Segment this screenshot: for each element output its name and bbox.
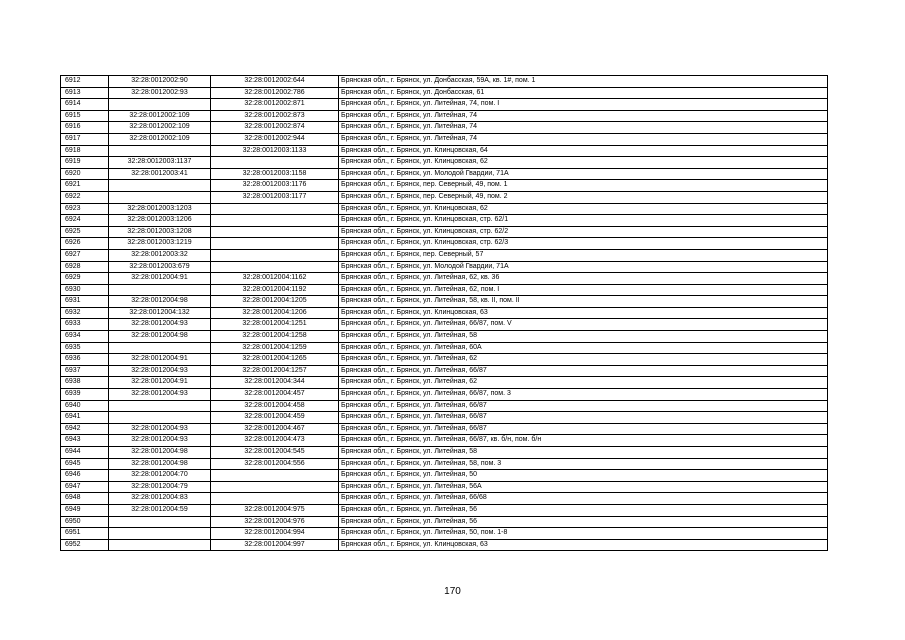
table-row xyxy=(61,435,828,447)
object-cadastral-number-cell: 32:28:0012004:457 xyxy=(211,389,339,401)
table-row xyxy=(61,157,828,169)
object-cadastral-number-cell xyxy=(211,226,339,238)
land-cadastral-number-cell: 32:28:0012004:98 xyxy=(109,296,211,308)
row-number-cell: 6937 xyxy=(61,365,109,377)
object-cadastral-number-cell: 32:28:0012004:997 xyxy=(211,539,339,551)
table-row xyxy=(61,296,828,308)
land-cadastral-number-cell: 32:28:0012004:98 xyxy=(109,331,211,343)
table-row xyxy=(61,447,828,459)
land-cadastral-number-cell: 32:28:0012002:109 xyxy=(109,122,211,134)
address-cell: Брянская обл., г. Брянск, ул. Клинцовская, 64 xyxy=(339,145,828,157)
row-number-cell: 6924 xyxy=(61,215,109,227)
row-number-cell: 6941 xyxy=(61,412,109,424)
address-cell: Брянская обл., г. Брянск, ул. Литейная, 50, пом. 1-8 xyxy=(339,528,828,540)
address-cell: Брянская обл., г. Брянск, ул. Литейная, 62, кв. 36 xyxy=(339,273,828,285)
address-cell: Брянская обл., г. Брянск, ул. Клинцовская, стр. 62/3 xyxy=(339,238,828,250)
table-row xyxy=(61,423,828,435)
row-number-cell: 6943 xyxy=(61,435,109,447)
address-cell: Брянская обл., г. Брянск, ул. Литейная, 56 xyxy=(339,516,828,528)
table-row xyxy=(61,307,828,319)
row-number-cell: 6935 xyxy=(61,342,109,354)
address-cell: Брянская обл., г. Брянск, ул. Донбасская, 59А, кв. 1#, пом. 1 xyxy=(339,76,828,88)
object-cadastral-number-cell: 32:28:0012004:458 xyxy=(211,400,339,412)
land-cadastral-number-cell: 32:28:0012004:93 xyxy=(109,389,211,401)
row-number-cell: 6929 xyxy=(61,273,109,285)
address-cell: Брянская обл., г. Брянск, ул. Литейная, 74, пом. I xyxy=(339,99,828,111)
row-number-cell: 6914 xyxy=(61,99,109,111)
address-cell: Брянская обл., г. Брянск, ул. Донбасская, 61 xyxy=(339,87,828,99)
land-cadastral-number-cell: 32:28:0012004:79 xyxy=(109,481,211,493)
row-number-cell: 6949 xyxy=(61,504,109,516)
table-row xyxy=(61,99,828,111)
table-row xyxy=(61,122,828,134)
row-number-cell: 6946 xyxy=(61,470,109,482)
land-cadastral-number-cell xyxy=(109,342,211,354)
object-cadastral-number-cell: 32:28:0012004:556 xyxy=(211,458,339,470)
object-cadastral-number-cell xyxy=(211,238,339,250)
object-cadastral-number-cell: 32:28:0012002:871 xyxy=(211,99,339,111)
object-cadastral-number-cell xyxy=(211,203,339,215)
row-number-cell: 6915 xyxy=(61,110,109,122)
land-cadastral-number-cell: 32:28:0012004:91 xyxy=(109,273,211,285)
address-cell: Брянская обл., г. Брянск, ул. Литейная, 74 xyxy=(339,133,828,145)
object-cadastral-number-cell: 32:28:0012004:473 xyxy=(211,435,339,447)
table-row xyxy=(61,238,828,250)
row-number-cell: 6921 xyxy=(61,180,109,192)
land-cadastral-number-cell: 32:28:0012004:93 xyxy=(109,319,211,331)
land-cadastral-number-cell: 32:28:0012003:41 xyxy=(109,168,211,180)
address-cell: Брянская обл., г. Брянск, ул. Литейная, 66/87, пом. 3 xyxy=(339,389,828,401)
table-row xyxy=(61,516,828,528)
address-cell: Брянская обл., г. Брянск, ул. Литейная, 66/87 xyxy=(339,423,828,435)
object-cadastral-number-cell: 32:28:0012004:467 xyxy=(211,423,339,435)
object-cadastral-number-cell xyxy=(211,249,339,261)
table-row xyxy=(61,365,828,377)
object-cadastral-number-cell: 32:28:0012004:1206 xyxy=(211,307,339,319)
table-row xyxy=(61,377,828,389)
table-row xyxy=(61,481,828,493)
table-row xyxy=(61,458,828,470)
table-row xyxy=(61,191,828,203)
row-number-cell: 6938 xyxy=(61,377,109,389)
row-number-cell: 6931 xyxy=(61,296,109,308)
address-cell: Брянская обл., г. Брянск, ул. Литейная, 66/87, пом. V xyxy=(339,319,828,331)
address-cell: Брянская обл., г. Брянск, ул. Литейная, 60А xyxy=(339,342,828,354)
object-cadastral-number-cell: 32:28:0012002:873 xyxy=(211,110,339,122)
table-row xyxy=(61,284,828,296)
land-cadastral-number-cell: 32:28:0012003:1219 xyxy=(109,238,211,250)
object-cadastral-number-cell: 32:28:0012003:1177 xyxy=(211,191,339,203)
address-cell: Брянская обл., г. Брянск, ул. Литейная, 58 xyxy=(339,447,828,459)
table-row xyxy=(61,412,828,424)
registry-table xyxy=(60,75,828,551)
row-number-cell: 6947 xyxy=(61,481,109,493)
land-cadastral-number-cell: 32:28:0012004:93 xyxy=(109,365,211,377)
land-cadastral-number-cell xyxy=(109,528,211,540)
address-cell: Брянская обл., г. Брянск, пер. Северный, 49, пом. 1 xyxy=(339,180,828,192)
land-cadastral-number-cell xyxy=(109,400,211,412)
object-cadastral-number-cell: 32:28:0012003:1158 xyxy=(211,168,339,180)
row-number-cell: 6913 xyxy=(61,87,109,99)
land-cadastral-number-cell: 32:28:0012004:93 xyxy=(109,435,211,447)
table-body xyxy=(61,76,828,551)
object-cadastral-number-cell: 32:28:0012003:1133 xyxy=(211,145,339,157)
row-number-cell: 6948 xyxy=(61,493,109,505)
object-cadastral-number-cell xyxy=(211,470,339,482)
object-cadastral-number-cell: 32:28:0012004:1162 xyxy=(211,273,339,285)
object-cadastral-number-cell: 32:28:0012003:1176 xyxy=(211,180,339,192)
object-cadastral-number-cell: 32:28:0012004:1257 xyxy=(211,365,339,377)
land-cadastral-number-cell xyxy=(109,145,211,157)
table-row xyxy=(61,504,828,516)
row-number-cell: 6940 xyxy=(61,400,109,412)
address-cell: Брянская обл., г. Брянск, ул. Клинцовская, 63 xyxy=(339,307,828,319)
address-cell: Брянская обл., г. Брянск, ул. Литейная, 56 xyxy=(339,504,828,516)
row-number-cell: 6912 xyxy=(61,76,109,88)
address-cell: Брянская обл., г. Брянск, ул. Литейная, 66/87 xyxy=(339,400,828,412)
land-cadastral-number-cell: 32:28:0012004:83 xyxy=(109,493,211,505)
table-row xyxy=(61,249,828,261)
table-row xyxy=(61,168,828,180)
row-number-cell: 6916 xyxy=(61,122,109,134)
land-cadastral-number-cell: 32:28:0012002:90 xyxy=(109,76,211,88)
table-row xyxy=(61,470,828,482)
table-row xyxy=(61,400,828,412)
object-cadastral-number-cell: 32:28:0012002:786 xyxy=(211,87,339,99)
table-row xyxy=(61,342,828,354)
table-row xyxy=(61,354,828,366)
table-row xyxy=(61,203,828,215)
address-cell: Брянская обл., г. Брянск, пер. Северный, 49, пом. 2 xyxy=(339,191,828,203)
object-cadastral-number-cell: 32:28:0012004:459 xyxy=(211,412,339,424)
table-row xyxy=(61,180,828,192)
object-cadastral-number-cell: 32:28:0012004:1192 xyxy=(211,284,339,296)
row-number-cell: 6930 xyxy=(61,284,109,296)
land-cadastral-number-cell: 32:28:0012004:98 xyxy=(109,458,211,470)
object-cadastral-number-cell: 32:28:0012004:1265 xyxy=(211,354,339,366)
row-number-cell: 6920 xyxy=(61,168,109,180)
row-number-cell: 6927 xyxy=(61,249,109,261)
row-number-cell: 6923 xyxy=(61,203,109,215)
row-number-cell: 6934 xyxy=(61,331,109,343)
land-cadastral-number-cell: 32:28:0012003:1208 xyxy=(109,226,211,238)
object-cadastral-number-cell: 32:28:0012002:944 xyxy=(211,133,339,145)
row-number-cell: 6926 xyxy=(61,238,109,250)
land-cadastral-number-cell xyxy=(109,99,211,111)
table-row xyxy=(61,87,828,99)
row-number-cell: 6932 xyxy=(61,307,109,319)
land-cadastral-number-cell xyxy=(109,516,211,528)
object-cadastral-number-cell: 32:28:0012004:344 xyxy=(211,377,339,389)
land-cadastral-number-cell: 32:28:0012004:70 xyxy=(109,470,211,482)
address-cell: Брянская обл., г. Брянск, ул. Клинцовская, стр. 62/2 xyxy=(339,226,828,238)
land-cadastral-number-cell xyxy=(109,412,211,424)
land-cadastral-number-cell: 32:28:0012002:109 xyxy=(109,133,211,145)
land-cadastral-number-cell: 32:28:0012003:679 xyxy=(109,261,211,273)
table-row xyxy=(61,110,828,122)
object-cadastral-number-cell xyxy=(211,157,339,169)
land-cadastral-number-cell: 32:28:0012004:132 xyxy=(109,307,211,319)
object-cadastral-number-cell xyxy=(211,493,339,505)
address-cell: Брянская обл., г. Брянск, ул. Литейная, 58, пом. 3 xyxy=(339,458,828,470)
row-number-cell: 6944 xyxy=(61,447,109,459)
object-cadastral-number-cell: 32:28:0012004:1258 xyxy=(211,331,339,343)
object-cadastral-number-cell: 32:28:0012002:644 xyxy=(211,76,339,88)
address-cell: Брянская обл., г. Брянск, ул. Литейная, 62 xyxy=(339,354,828,366)
row-number-cell: 6919 xyxy=(61,157,109,169)
land-cadastral-number-cell: 32:28:0012004:91 xyxy=(109,377,211,389)
row-number-cell: 6939 xyxy=(61,389,109,401)
address-cell: Брянская обл., г. Брянск, ул. Литейная, 66/68 xyxy=(339,493,828,505)
land-cadastral-number-cell: 32:28:0012003:1137 xyxy=(109,157,211,169)
address-cell: Брянская обл., г. Брянск, ул. Клинцовская, 63 xyxy=(339,539,828,551)
table-row xyxy=(61,226,828,238)
land-cadastral-number-cell xyxy=(109,284,211,296)
address-cell: Брянская обл., г. Брянск, ул. Литейная, 66/87 xyxy=(339,412,828,424)
row-number-cell: 6917 xyxy=(61,133,109,145)
land-cadastral-number-cell: 32:28:0012004:59 xyxy=(109,504,211,516)
land-cadastral-number-cell xyxy=(109,191,211,203)
address-cell: Брянская обл., г. Брянск, ул. Литейная, 58 xyxy=(339,331,828,343)
object-cadastral-number-cell: 32:28:0012004:1251 xyxy=(211,319,339,331)
table-row xyxy=(61,539,828,551)
land-cadastral-number-cell: 32:28:0012004:98 xyxy=(109,447,211,459)
address-cell: Брянская обл., г. Брянск, ул. Литейная, 62, пом. I xyxy=(339,284,828,296)
object-cadastral-number-cell xyxy=(211,481,339,493)
land-cadastral-number-cell: 32:28:0012003:1206 xyxy=(109,215,211,227)
address-cell: Брянская обл., г. Брянск, ул. Литейная, 58, кв. II, пом. II xyxy=(339,296,828,308)
table-row xyxy=(61,261,828,273)
land-cadastral-number-cell xyxy=(109,180,211,192)
row-number-cell: 6942 xyxy=(61,423,109,435)
row-number-cell: 6936 xyxy=(61,354,109,366)
object-cadastral-number-cell: 32:28:0012004:1259 xyxy=(211,342,339,354)
table-row xyxy=(61,493,828,505)
object-cadastral-number-cell xyxy=(211,215,339,227)
land-cadastral-number-cell: 32:28:0012004:93 xyxy=(109,423,211,435)
address-cell: Брянская обл., г. Брянск, ул. Литейная, 66/87 xyxy=(339,365,828,377)
address-cell: Брянская обл., г. Брянск, ул. Литейная, 74 xyxy=(339,122,828,134)
row-number-cell: 6922 xyxy=(61,191,109,203)
address-cell: Брянская обл., г. Брянск, ул. Литейная, 66/87, кв. б/н, пом. б/н xyxy=(339,435,828,447)
row-number-cell: 6951 xyxy=(61,528,109,540)
land-cadastral-number-cell xyxy=(109,539,211,551)
land-cadastral-number-cell: 32:28:0012003:1203 xyxy=(109,203,211,215)
address-cell: Брянская обл., г. Брянск, ул. Литейная, 56А xyxy=(339,481,828,493)
address-cell: Брянская обл., г. Брянск, ул. Литейная, 50 xyxy=(339,470,828,482)
row-number-cell: 6952 xyxy=(61,539,109,551)
address-cell: Брянская обл., г. Брянск, ул. Клинцовская, 62 xyxy=(339,157,828,169)
table-row xyxy=(61,528,828,540)
row-number-cell: 6918 xyxy=(61,145,109,157)
row-number-cell: 6945 xyxy=(61,458,109,470)
address-cell: Брянская обл., г. Брянск, ул. Молодой Гвардии, 71А xyxy=(339,168,828,180)
table-row xyxy=(61,273,828,285)
object-cadastral-number-cell: 32:28:0012004:976 xyxy=(211,516,339,528)
row-number-cell: 6933 xyxy=(61,319,109,331)
table-row xyxy=(61,331,828,343)
table-row xyxy=(61,389,828,401)
table-row xyxy=(61,145,828,157)
object-cadastral-number-cell: 32:28:0012004:545 xyxy=(211,447,339,459)
land-cadastral-number-cell: 32:28:0012003:32 xyxy=(109,249,211,261)
row-number-cell: 6928 xyxy=(61,261,109,273)
land-cadastral-number-cell: 32:28:0012002:109 xyxy=(109,110,211,122)
land-cadastral-number-cell: 32:28:0012002:93 xyxy=(109,87,211,99)
address-cell: Брянская обл., г. Брянск, ул. Клинцовская, стр. 62/1 xyxy=(339,215,828,227)
object-cadastral-number-cell: 32:28:0012004:975 xyxy=(211,504,339,516)
object-cadastral-number-cell: 32:28:0012004:994 xyxy=(211,528,339,540)
table-row xyxy=(61,215,828,227)
address-cell: Брянская обл., г. Брянск, ул. Молодой Гвардии, 71А xyxy=(339,261,828,273)
row-number-cell: 6950 xyxy=(61,516,109,528)
land-cadastral-number-cell: 32:28:0012004:91 xyxy=(109,354,211,366)
page-number: 170 xyxy=(444,586,461,597)
address-cell: Брянская обл., г. Брянск, ул. Литейная, 74 xyxy=(339,110,828,122)
object-cadastral-number-cell: 32:28:0012002:874 xyxy=(211,122,339,134)
address-cell: Брянская обл., г. Брянск, пер. Северный, 57 xyxy=(339,249,828,261)
object-cadastral-number-cell xyxy=(211,261,339,273)
registry-table-wrapper xyxy=(60,75,827,551)
table-row xyxy=(61,76,828,88)
address-cell: Брянская обл., г. Брянск, ул. Клинцовская, 62 xyxy=(339,203,828,215)
address-cell: Брянская обл., г. Брянск, ул. Литейная, 62 xyxy=(339,377,828,389)
row-number-cell: 6925 xyxy=(61,226,109,238)
object-cadastral-number-cell: 32:28:0012004:1205 xyxy=(211,296,339,308)
table-row xyxy=(61,319,828,331)
table-row xyxy=(61,133,828,145)
